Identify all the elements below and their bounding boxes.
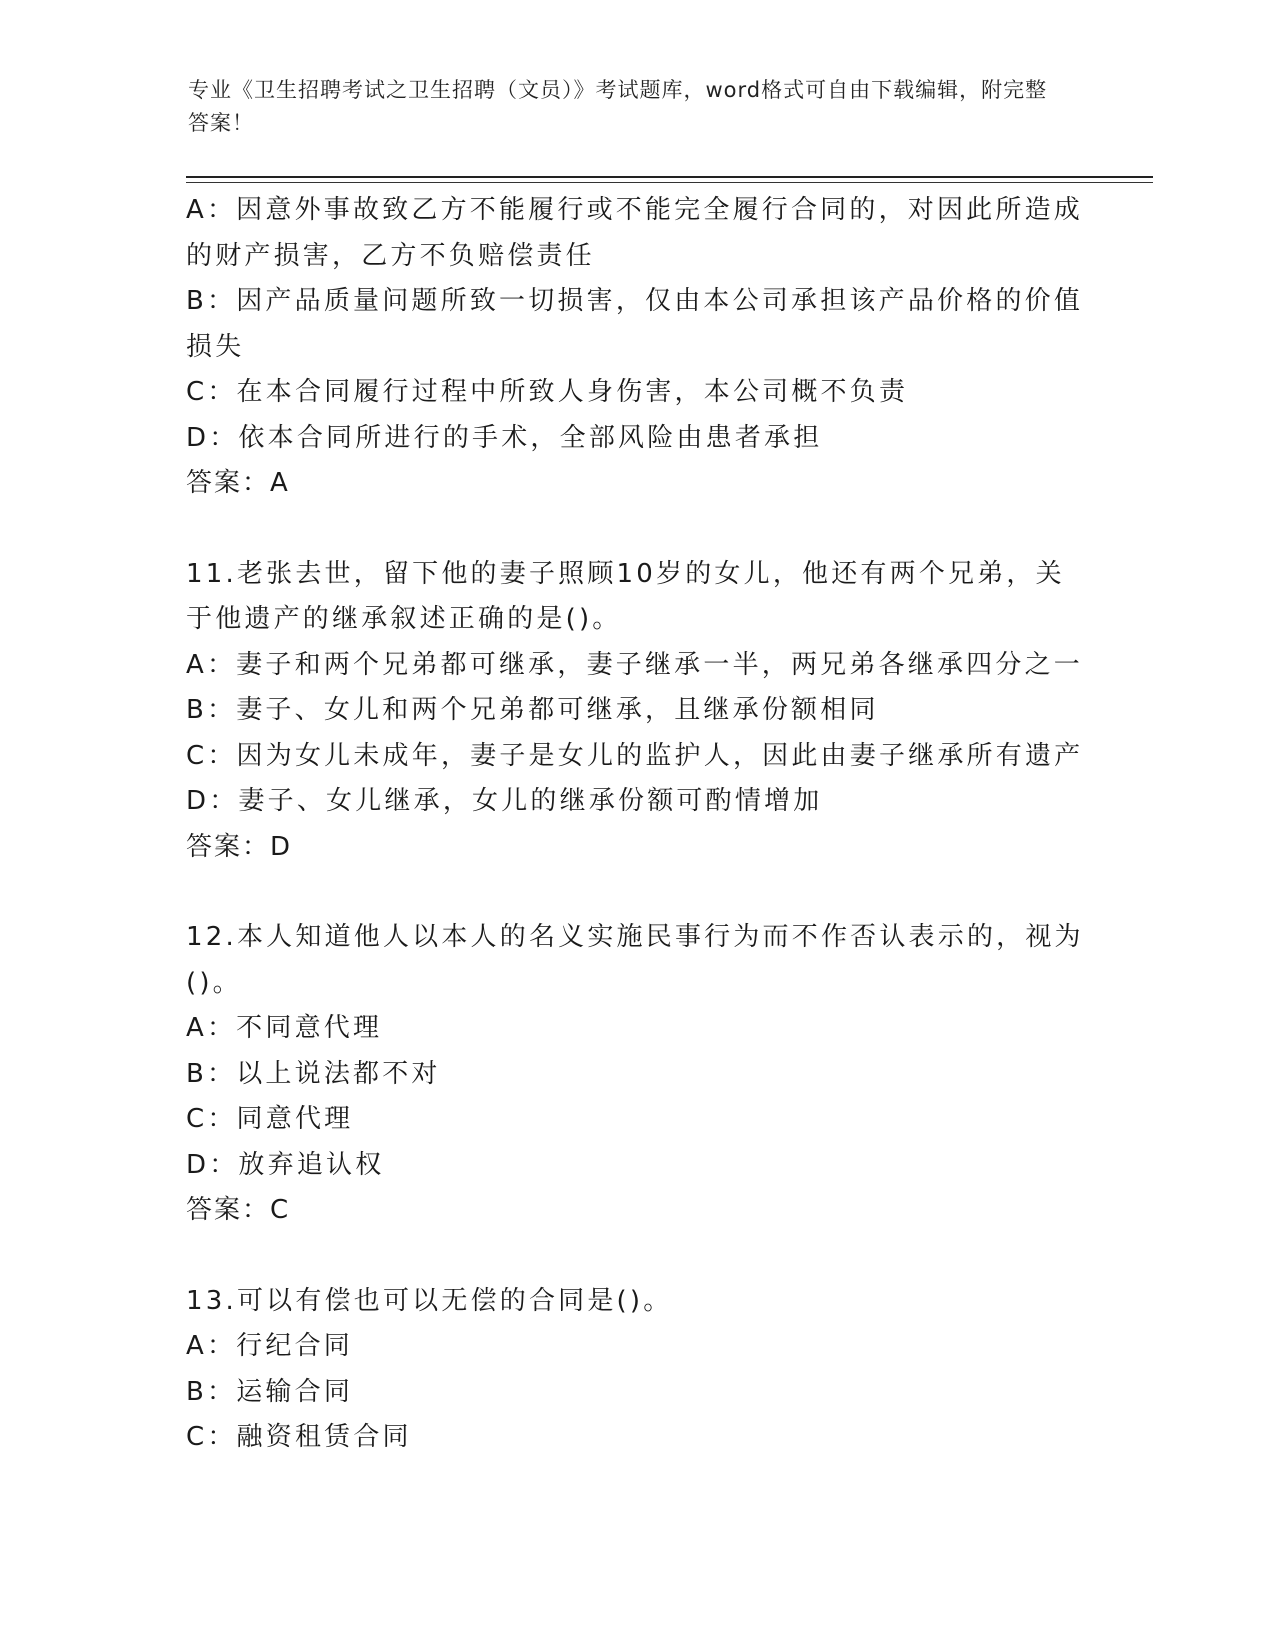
option-a: A：妻子和两个兄弟都可继承，妻子继承一半，两兄弟各继承四分之一 <box>186 649 1083 680</box>
option-d: D：妻子、女儿继承，女儿的继承份额可酌情增加 <box>186 786 823 816</box>
option-a: A：行纪合同 <box>186 1331 353 1361</box>
option-c: C：在本合同履行过程中所致人身伤害，本公司概不负责 <box>186 377 909 407</box>
spacer <box>186 870 1086 915</box>
question-12 <box>186 915 1086 1234</box>
spacer <box>186 1234 1086 1279</box>
option-d: D：放弃追认权 <box>186 1149 385 1180</box>
document-header <box>188 74 1068 140</box>
answer-line: 答案：D <box>186 831 293 862</box>
option-b: B：妻子、女儿和两个兄弟都可继承，且继承份额相同 <box>186 695 879 725</box>
question-13 <box>186 1279 1086 1461</box>
question-stem: 11.老张去世，留下他的妻子照顾10岁的女儿，他还有两个兄弟，关于他遗产的继承叙述正确的是()。 <box>186 558 1065 634</box>
option-c: C：因为女儿未成年，妻子是女儿的监护人，因此由妻子继承所有遗产 <box>186 740 1084 771</box>
question-11 <box>186 552 1086 871</box>
answer-line: 答案：A <box>186 468 290 498</box>
option-b: B：以上说法都不对 <box>186 1058 441 1089</box>
option-d: D：依本合同所进行的手术，全部风险由患者承担 <box>186 422 823 453</box>
option-b: B：因产品质量问题所致一切损害，仅由本公司承担该产品价格的价值损失 <box>186 286 1084 362</box>
option-a: A：因意外事故致乙方不能履行或不能完全履行合同的，对因此所造成的财产损害，乙方不负赔偿责任 <box>186 195 1083 271</box>
header-rule-thick <box>186 176 1153 178</box>
spacer <box>186 507 1086 552</box>
option-c: C：同意代理 <box>186 1104 354 1134</box>
header-text: 专业《卫生招聘考试之卫生招聘（文员）》考试题库，word格式可自由下载编辑，附完整答案！ <box>188 78 1048 135</box>
option-c: C：融资租赁合同 <box>186 1422 412 1452</box>
question-stem: 12.本人知道他人以本人的名义实施民事行为而不作否认表示的，视为()。 <box>186 922 1084 998</box>
option-a: A：不同意代理 <box>186 1013 383 1043</box>
answer-line: 答案：C <box>186 1195 291 1225</box>
question-list <box>186 188 1086 1461</box>
header-rule-thin <box>186 182 1153 183</box>
option-b: B：运输合同 <box>186 1376 354 1407</box>
question-stem: 13.可以有偿也可以无偿的合同是()。 <box>186 1285 673 1316</box>
prev-question-block <box>186 188 1086 507</box>
